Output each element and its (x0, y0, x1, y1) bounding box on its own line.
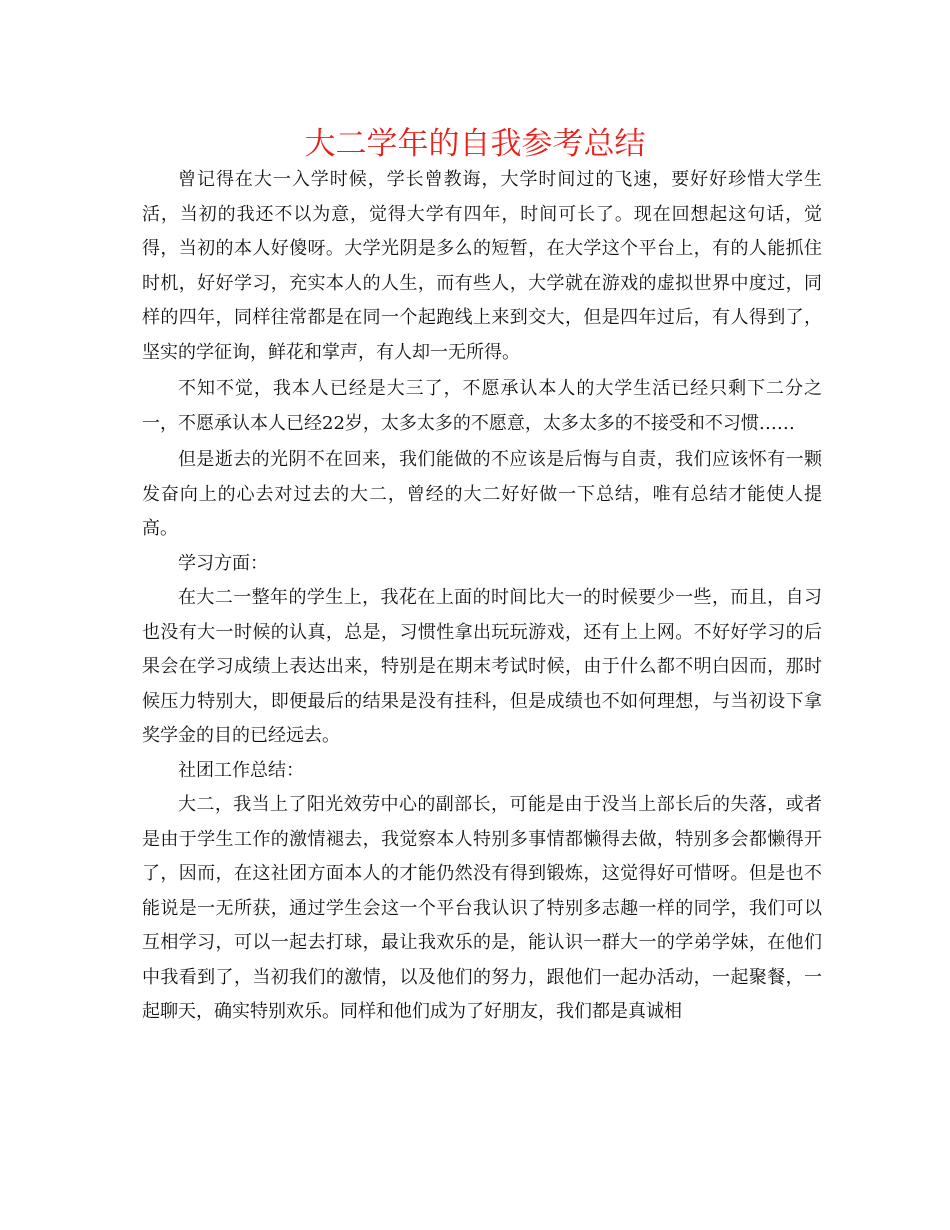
paragraph-reflection: 但是逝去的光阴不在回来，我们能做的不应该是后悔与自责，我们应该怀有一颗发奋向上的心去对过去的大二，曾经的大二好好做一下总结，唯有总结才能使人提高。 (142, 449, 822, 539)
paragraph-intro: 曾记得在大一入学时候，学长曾教诲，大学时间过的飞速，要好好珍惜大学生活，当初的我还不以为意，觉得大学有四年，时间可长了。现在回想起这句话，觉得，当初的本人好傻呀。大学光阴是多么的短暂，在大学这个平台上，有的人能抓住时机，好好学习，充实本人的人生，而有些人，大学就在游戏的虚拟世界中度过，同样的四年，同样往常都是在同一个起跑线上来到交大，但是四年过后，有人得到了，坚实的学征询，鲜花和掌声，有人却一无所得。 (142, 169, 822, 363)
document-body (142, 163, 822, 1030)
paragraph-study: 在大二一整年的学生上，我花在上面的时间比大一的时候要少一些，而且，自习也没有大一时候的认真，总是，习惯性拿出玩玩游戏，还有上上网。不好好学习的后果会在学习成绩上表达出来，特别是在期末考试时候，由于什么都不明白因而，那时候压力特别大，即便最后的结果是没有挂科，但是成绩也不如何理想，与当初设下拿奖学金的目的已经远去。 (142, 587, 822, 746)
section-heading-study: 学习方面： (178, 552, 268, 574)
paragraph-club: 大二，我当上了阳光效劳中心的副部长，可能是由于没当上部长后的失落，或者是由于学生工作的激情褪去，我觉察本人特别多事情都懒得去做，特别多会都懒得开了，因而，在这社团方面本人的才能仍然没有得到锻炼，这觉得好可惜呀。但是也不能说是一无所获，通过学生会这一个平台我认识了特别多志趣一样的同学，我们可以互相学习，可以一起去打球，最让我欢乐的是，能认识一群大一的学弟学妹，在他们中我看到了，当初我们的激情，以及他们的努力，跟他们一起办活动，一起聚餐，一起聊天，确实特别欢乐。同样和他们成为了好朋友，我们都是真诚相 (142, 794, 822, 1022)
document-title: 大二学年的自我参考总结 (304, 126, 646, 162)
section-heading-club: 社团工作总结： (178, 759, 304, 781)
paragraph-junior-year: 不知不觉，我本人已经是大三了，不愿承认本人的大学生活已经只剩下二分之一，不愿承认本人已经22岁，太多太多的不愿意，太多太多的不接受和不习惯…… (142, 378, 822, 434)
